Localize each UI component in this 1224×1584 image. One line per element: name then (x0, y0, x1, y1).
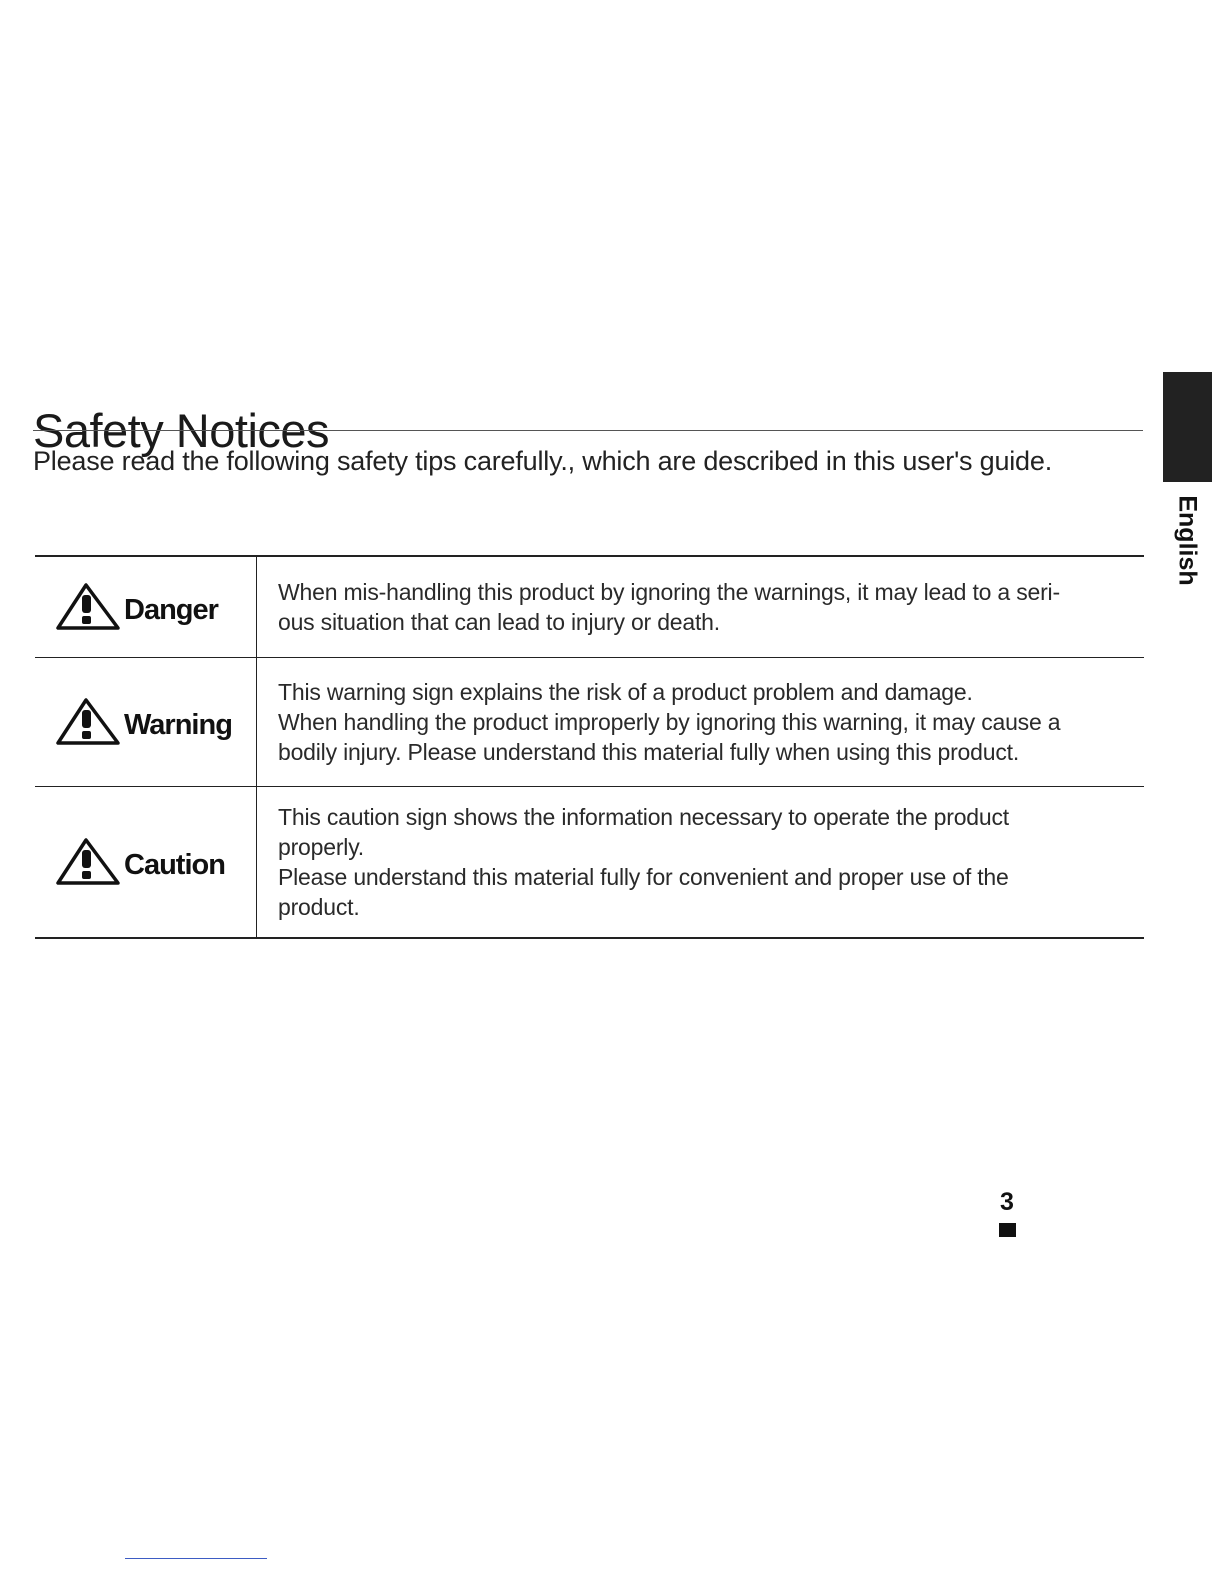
intro-text: Please read the following safety tips carefully., which are described in this user's guide. (33, 446, 1052, 476)
notice-text-line: Please understand this material fully for convenient and proper use of the (278, 864, 1009, 890)
notice-row-caution (35, 787, 1144, 939)
language-tab-marker (1163, 372, 1212, 482)
notice-text-line: This warning sign explains the risk of a product problem and damage. (278, 679, 973, 705)
notice-text-line: When handling the product improperly by ignoring this warning, it may cause a (278, 709, 1061, 735)
notice-text-line: This caution sign shows the information necessary to operate the product (278, 804, 1009, 830)
notice-text-line: product. (278, 894, 360, 920)
notice-text-line: When mis-handling this product by ignoring the warnings, it may lead to a seri- (278, 579, 1060, 605)
page-number: 3 (1000, 1188, 1014, 1216)
warning-triangle-icon (54, 581, 124, 633)
notice-text-line: ous situation that can lead to injury or death. (278, 609, 720, 635)
notice-label-warning: Warning (124, 708, 232, 741)
title-divider (33, 430, 1143, 431)
notice-label-cell (35, 658, 257, 787)
notice-description-danger (257, 556, 1145, 658)
warning-triangle-icon (54, 696, 124, 748)
notice-text-line: bodily injury. Please understand this material fully when using this product. (278, 739, 1020, 765)
notice-description-caution (257, 787, 1145, 939)
notice-label-danger: Danger (124, 593, 218, 626)
warning-triangle-icon (54, 836, 124, 888)
page-marker (999, 1223, 1016, 1237)
notice-label-cell (35, 556, 257, 658)
notice-label-caution: Caution (124, 848, 225, 881)
language-tab (1162, 484, 1212, 596)
notice-label-cell (35, 787, 257, 939)
safety-notice-table (35, 555, 1144, 939)
notice-description-warning (257, 658, 1145, 787)
language-tab-label: English (1173, 494, 1202, 586)
page-title: Safety Notices (33, 404, 330, 458)
notice-row-danger (35, 556, 1144, 658)
notice-text-line: properly. (278, 834, 364, 860)
footer-rule (125, 1558, 267, 1559)
notice-row-warning (35, 658, 1144, 787)
